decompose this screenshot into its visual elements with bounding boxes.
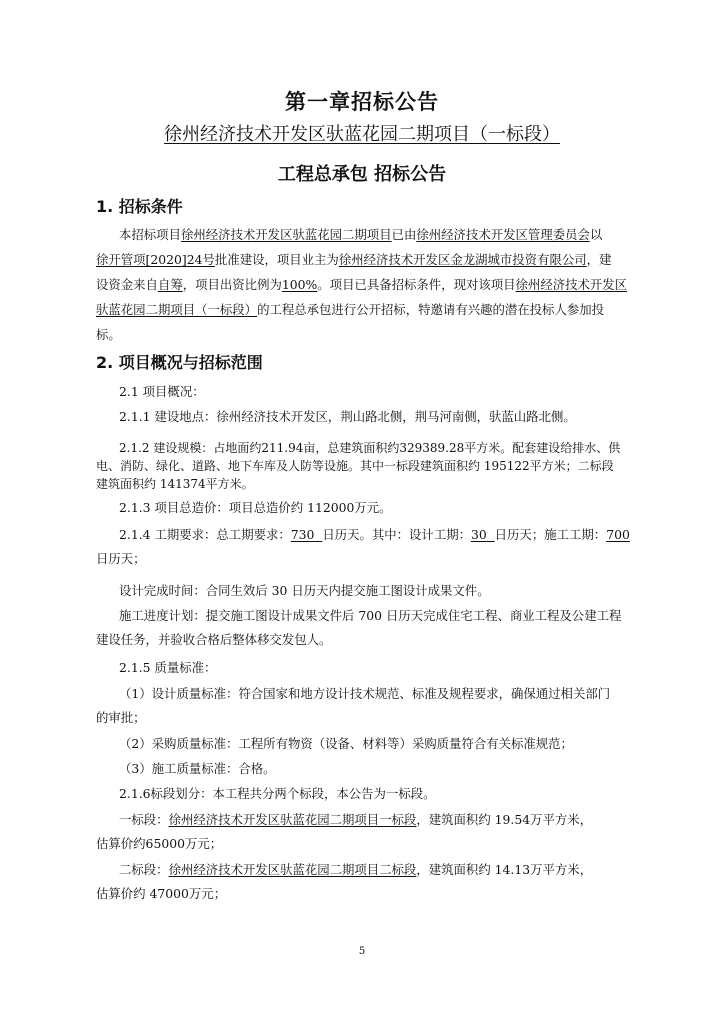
- underlined-project-name: 徐州经济技术开发区: [515, 277, 628, 292]
- underlined-approval-no: 徐开管项[2020]24号: [96, 252, 215, 267]
- text: 日历天。其中：设计工期：: [322, 527, 471, 542]
- para-1-line-4: [96, 297, 604, 323]
- underlined-total-days: 730: [290, 527, 315, 542]
- lot-1-line-1: [119, 807, 592, 833]
- text: 日历天；施工工期：: [494, 527, 607, 542]
- underlined-project-name: 驮蓝花园二期项目（一标段）: [96, 302, 258, 317]
- text: 以: [589, 227, 603, 242]
- underlined-owner: 徐州经济技术开发区金龙湖城市投资有限公司: [338, 252, 587, 267]
- item-2-1-2-line-3: 建筑面积约 141374平方米。: [96, 477, 254, 491]
- notice-title: 工程总承包 招标公告: [277, 164, 447, 185]
- lot-1-line-2: 估算价约65000万元；: [96, 836, 223, 851]
- text: 批准建设，项目业主为: [214, 252, 339, 267]
- text: 一标段：: [119, 812, 169, 827]
- chapter-title: 第一章招标公告: [285, 89, 439, 114]
- item-2-1-2-line-1: 2.1.2 建设规模：占地面约211.94亩，总建筑面积约329389.28平方米。配套建设给排水、供: [119, 441, 621, 455]
- underlined-approver: 徐州经济技术开发区管理委员会: [416, 227, 590, 242]
- underlined-project-name: 徐州经济技术开发区驮蓝花园二期项目: [180, 227, 392, 242]
- underlined-ratio: 100%: [281, 277, 318, 292]
- project-title-text: 徐州经济技术开发区驮蓝花园二期项目（一标段）: [164, 124, 560, 145]
- text: 二标段：: [119, 862, 169, 877]
- para-1-line-3: [96, 272, 627, 298]
- text: ，项目出资比例为: [182, 277, 282, 292]
- page-number: 5: [358, 946, 366, 957]
- item-2-1-5: 2.1.5 质量标准：: [119, 660, 217, 675]
- text: 的工程总承包进行公开招标，特邀请有兴趣的潜在投标人参加投: [257, 302, 605, 317]
- schedule-line-2: 建设任务，并验收合格后整体移交发包人。: [96, 632, 332, 647]
- underlined-lot-1-name: 徐州经济技术开发区驮蓝花园二期项目一标段: [168, 812, 417, 827]
- item-2-1-1: 2.1.1 建设地点：徐州经济技术开发区，荆山路北侧，荆马河南侧，驮蓝山路北侧。: [119, 409, 576, 424]
- item-2-1-4-line-2: 日历天；: [96, 551, 146, 566]
- section-2-heading: 2. 项目概况与招标范围: [96, 353, 263, 372]
- underlined-design-days: 30: [471, 527, 487, 542]
- lot-2-line-1: [119, 857, 592, 883]
- quality-1-line-1: （1）设计质量标准：符合国家和地方设计技术规范、标准及规程要求，确保通过相关部门: [119, 686, 611, 701]
- text: 。项目已具备招标条件，现对该项目: [317, 277, 516, 292]
- text: ，建筑面积约 19.54万平方米，: [416, 812, 593, 827]
- underlined-fund-source: 自筹: [157, 277, 183, 292]
- item-2-1-6: 2.1.6标段划分：本工程共分两个标段，本公告为一标段。: [119, 786, 436, 801]
- item-2-1-2-line-2: 电、消防、绿化、道路、地下车库及人防等设施。其中一标段建筑面积约 195122平方米；二标段: [96, 459, 614, 473]
- para-1-line-2: [96, 247, 611, 273]
- underlined-lot-2-name: 徐州经济技术开发区驮蓝花园二期项目二标段: [168, 862, 417, 877]
- quality-2: （2）采购质量标准：工程所有物资（设备、材料等）采购质量符合有关标准规范；: [119, 736, 573, 751]
- text: 本招标项目: [119, 227, 181, 242]
- text: ，建筑面积约 14.13万平方米，: [416, 862, 593, 877]
- item-2-1-3: 2.1.3 项目总造价：项目总造价约 112000万元。: [119, 500, 392, 515]
- section-1-heading: 1. 招标条件: [96, 197, 183, 216]
- lot-2-line-2: 估算价约 47000万元；: [96, 886, 227, 901]
- item-2-1: 2.1 项目概况：: [119, 384, 205, 399]
- para-1-line-5: 标。: [96, 327, 121, 342]
- quality-3: （3）施工质量标准：合格。: [119, 761, 276, 776]
- quality-1-line-2: 的审批；: [96, 710, 146, 725]
- text: 2.1.4 工期要求：总工期要求：: [119, 527, 291, 542]
- design-completion: 设计完成时间：合同生效后 30 日历天内提交施工图设计成果文件。: [119, 583, 490, 598]
- item-2-1-4-line-1: [119, 522, 630, 548]
- text: 已由: [391, 227, 417, 242]
- schedule-line-1: 施工进度计划：提交施工图设计成果文件后 700 日历天完成住宅工程、商业工程及公建工程: [119, 608, 622, 623]
- project-title: [0, 120, 724, 146]
- text: 设资金来自: [96, 277, 158, 292]
- text: ，建: [586, 252, 612, 267]
- underlined-construction-days: 700: [606, 527, 630, 542]
- para-1-line-1: [119, 222, 602, 248]
